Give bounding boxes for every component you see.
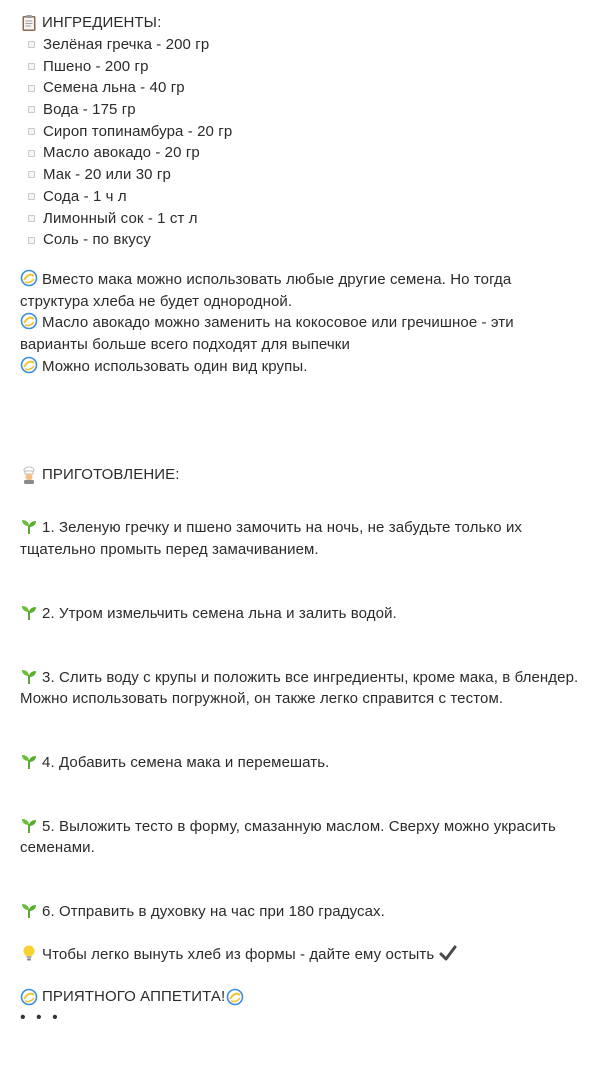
note-item bbox=[20, 269, 580, 312]
step-text: 6. Отправить в духовку на час при 180 градусах. bbox=[42, 903, 385, 921]
ingredients-heading-text: ИНГРЕДИЕНТЫ: bbox=[42, 14, 162, 31]
tip-text: Чтобы легко вынуть хлеб из формы - дайте ему остыть bbox=[42, 945, 435, 963]
preparation-heading bbox=[20, 464, 580, 486]
list-item bbox=[20, 56, 580, 78]
ingredient-text: Лимонный сок - 1 ст л bbox=[43, 209, 198, 227]
list-item bbox=[20, 77, 580, 99]
closing-line bbox=[20, 986, 580, 1008]
list-item bbox=[20, 34, 580, 56]
ingredient-text: Вода - 175 гр bbox=[43, 101, 136, 119]
seedling-icon bbox=[20, 752, 38, 770]
bullet-icon bbox=[28, 237, 35, 244]
ingredient-text: Зелёная гречка - 200 гр bbox=[43, 36, 210, 53]
bullet-icon bbox=[28, 85, 35, 92]
step-item bbox=[20, 517, 580, 560]
list-item bbox=[20, 164, 580, 186]
list-item bbox=[20, 99, 580, 121]
ingredient-text: Масло авокадо - 20 гр bbox=[43, 144, 200, 162]
list-item bbox=[20, 208, 580, 230]
seedling-icon bbox=[20, 901, 38, 919]
note-item bbox=[20, 312, 580, 355]
dizzy-swirl-icon bbox=[20, 988, 38, 1006]
notes-block bbox=[20, 269, 580, 378]
ingredient-text: Мак - 20 или 30 гр bbox=[43, 166, 171, 184]
ingredient-text: Соль - по вкусу bbox=[43, 231, 151, 249]
bullet-icon bbox=[28, 106, 35, 113]
bullet-icon bbox=[28, 150, 35, 157]
recipe-post bbox=[0, 12, 600, 1027]
check-mark-icon bbox=[439, 944, 457, 962]
tip-line bbox=[20, 944, 580, 966]
seedling-icon bbox=[20, 517, 38, 535]
bullet-icon bbox=[28, 171, 35, 178]
preparation-heading-text: ПРИГОТОВЛЕНИЕ: bbox=[42, 466, 180, 484]
list-item bbox=[20, 121, 580, 143]
ingredient-text: Сироп топинамбура - 20 гр bbox=[43, 122, 233, 140]
bullet-icon bbox=[28, 215, 35, 222]
dizzy-swirl-icon bbox=[20, 312, 38, 330]
step-item bbox=[20, 752, 580, 774]
step-text: 2. Утром измельчить семена льна и залить водой. bbox=[42, 604, 397, 622]
list-item bbox=[20, 186, 580, 208]
ingredients-heading bbox=[20, 12, 580, 34]
ingredient-text: Сода - 1 ч л bbox=[43, 187, 127, 205]
light-bulb-icon bbox=[20, 944, 38, 962]
dizzy-swirl-icon bbox=[20, 269, 38, 287]
ingredient-text: Пшено - 200 гр bbox=[43, 57, 149, 75]
cook-icon bbox=[20, 466, 38, 484]
step-item bbox=[20, 816, 580, 859]
step-item bbox=[20, 901, 580, 923]
list-item bbox=[20, 142, 580, 164]
note-text: Вместо мака можно использовать любые другие семена. Но тогда структура хлеба не будет однородной. bbox=[20, 270, 512, 310]
seedling-icon bbox=[20, 816, 38, 834]
dizzy-swirl-icon bbox=[20, 356, 38, 374]
step-text: 1. Зеленую гречку и пшено замочить на ночь, не забудьте только их тщательно промыть перед замачиванием. bbox=[20, 519, 523, 559]
step-item bbox=[20, 667, 580, 710]
closing-text: ПРИЯТНОГО АППЕТИТА! bbox=[42, 988, 226, 1006]
clipboard-icon bbox=[20, 14, 38, 32]
bullet-icon bbox=[28, 128, 35, 135]
step-item bbox=[20, 603, 580, 625]
seedling-icon bbox=[20, 603, 38, 621]
bullet-icon bbox=[28, 63, 35, 70]
bullet-icon bbox=[28, 41, 35, 48]
ingredients-list bbox=[20, 34, 580, 251]
seedling-icon bbox=[20, 667, 38, 685]
step-text: 3. Слить воду с крупы и положить все ингредиенты, кроме мака, в блендер. Можно использовать погружной, он также легко справится с тестом. bbox=[20, 668, 579, 708]
step-text: 4. Добавить семена мака и перемешать. bbox=[42, 753, 330, 771]
step-text: 5. Выложить тесто в форму, смазанную маслом. Сверху можно украсить семенами. bbox=[20, 817, 556, 857]
ingredient-text: Семена льна - 40 гр bbox=[43, 79, 185, 97]
bullet-icon bbox=[28, 193, 35, 200]
list-item bbox=[20, 229, 580, 251]
dizzy-swirl-icon bbox=[226, 988, 244, 1006]
note-item bbox=[20, 356, 580, 378]
note-text: Масло авокадо можно заменить на кокосовое или гречишное - эти варианты больше всего подходят для выпечки bbox=[20, 314, 514, 353]
note-text: Можно использовать один вид крупы. bbox=[42, 357, 308, 375]
more-dots[interactable]: • • • bbox=[20, 1009, 61, 1027]
